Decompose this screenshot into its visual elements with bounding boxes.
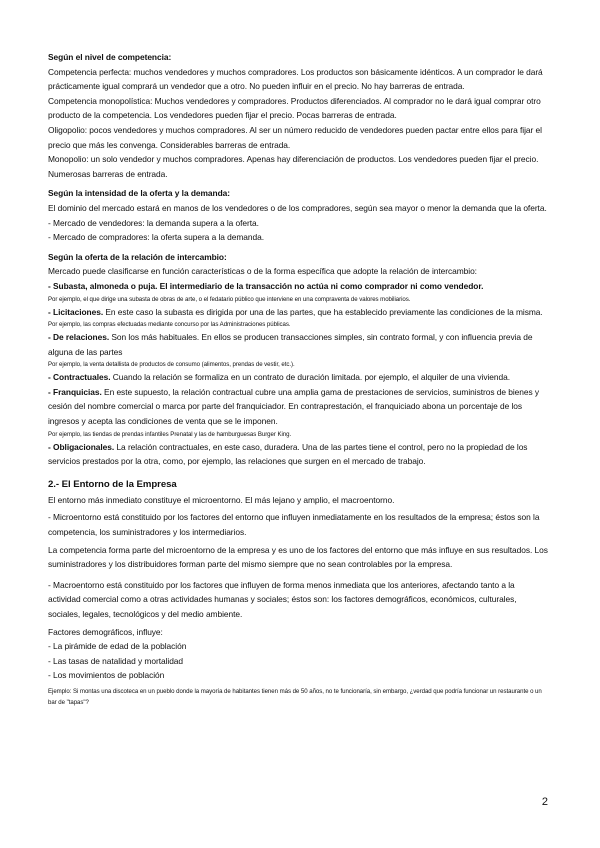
section-heading-competencia: Según el nivel de competencia: <box>48 52 172 62</box>
list-item-movimientos: - Los movimientos de población <box>48 670 165 681</box>
example-franquicias: Por ejemplo, las tiendas de prendas infantiles Prenatal y las de hamburguesas Burger King. <box>48 430 292 438</box>
paragraph-contractuales <box>48 370 548 385</box>
text-franquicias: En este supuesto, la relación contractual cubre una amplia gama de prestaciones de servicios, suministros de bienes y cesión del nombre comercial o marca por parte del franquiciador. En contraprestación, el franquiciado abona un porcentaje de los ingresos y acepta las condiciones de venta que se le imponen. <box>48 386 540 427</box>
paragraph-mercado-compradores: - Mercado de compradores: la oferta supera a la demanda. <box>48 232 265 243</box>
term-contractuales: - Contractuales. <box>48 372 111 383</box>
section-heading-oferta-demanda: Según la intensidad de la oferta y la demanda: <box>48 188 230 199</box>
paragraph-microentorno: - Microentorno está constituido por los factores del entorno que influyen inmediatamente en los resultados de la empresa; éstos son la competencia, los suministradores y los intermediarios. <box>48 512 540 538</box>
paragraph-competencia-monopolistica: Competencia monopolística: Muchos vendedores y compradores. Productos diferenciados. Al comprador no le dará igual comprar otro producto de la competencia. Los vendedores pueden fijar el precio. Pocas barreras de entrada. <box>48 95 541 121</box>
text-obligacionales: La relación contractuales, en este caso, duradera. Una de las partes tiene el control, pero no la propiedad de los servicios prestados por la otra, como, por ejemplo, las relaciones que surgen en el mercado de trabajo. <box>48 441 528 467</box>
page-number: 2 <box>541 796 548 808</box>
example-licitaciones: Por ejemplo, las compras efectuadas mediante concurso por las Administraciones públicas. <box>48 321 291 329</box>
paragraph-mercado-vendedores: - Mercado de vendedores: la demanda supera a la oferta. <box>48 217 259 228</box>
paragraph-licitaciones <box>48 305 548 320</box>
list-item-piramide: - La pirámide de edad de la población <box>48 641 187 652</box>
term-obligacionales: - Obligacionales. <box>48 441 115 452</box>
paragraph-entorno-intro: El entorno más inmediato constituye el microentorno. El más lejano y amplio, el macroentorno. <box>48 494 395 505</box>
example-discoteca: Ejemplo: Si montas una discoteca en un pueblo donde la mayoría de habitantes tienen más de 50 años, no te funcionaría, sin embargo, ¿verdad que podría funcionar un restaurante o un bar de "tapas"? <box>48 687 542 706</box>
paragraph-competencia-perfecta: Competencia perfecta: muchos vendedores y muchos compradores. Los productos son básicamente idénticos. A un comprador le dará prácticamente igual comprará un vendedor que a otro. No pueden influir en el precio. No hay barreras de entrada. <box>48 66 543 92</box>
term-licitaciones: - Licitaciones. <box>48 306 104 317</box>
paragraph-competencia-microentorno: La competencia forma parte del microentorno de la empresa y es uno de los factores del entorno que más influye en sus resultados. Los suministradores y los distribuidores forman parte del mismo siempre que no sean controlables por la empresa. <box>48 544 548 570</box>
example-subasta: Por ejemplo, el que dirige una subasta de obras de arte, o el fedatario público que interviene en una compraventa de valores mobiliarios. <box>48 295 411 303</box>
term-relaciones: - De relaciones. <box>48 332 110 343</box>
paragraph-intercambio-intro: Mercado puede clasificarse en función características o de la forma específica que adopte la relación de intercambio: <box>48 266 477 277</box>
paragraph-relaciones <box>48 330 548 359</box>
list-item-tasas: - Las tasas de natalidad y mortalidad <box>48 655 184 666</box>
paragraph-factores-demograficos: Factores demográficos, influye: <box>48 626 163 637</box>
paragraph-dominio-mercado: El dominio del mercado estará en manos de los vendedores o de los compradores, según sea mayor o menor la demanda que la oferta. <box>48 202 547 213</box>
text-relaciones: Son los más habituales. En ellos se producen transacciones simples, sin contrato formal, y con influencia previa de alguna de las partes <box>48 332 533 357</box>
section-title-entorno: 2.- El Entorno de la Empresa <box>48 478 177 490</box>
text-licitaciones: En este caso la subasta es dirigida por una de las partes, que ha establecido previamente las condiciones de la misma. <box>103 306 543 317</box>
term-franquicias: - Franquicias. <box>48 386 102 397</box>
section-heading-intercambio: Según la oferta de la relación de intercambio: <box>48 251 227 262</box>
paragraph-macroentorno: - Macroentorno está constituido por los factores que influyen de forma menos inmediata que los anteriores, afectando tanto a la actividad comercial como a otras actividades humanas y sociales; éstos son: los factores demográficos, económicos, culturales, sociales, legales, tecnológicos y del medio ambiente. <box>48 579 517 619</box>
paragraph-oligopolio: Oligopolio: pocos vendedores y muchos compradores. Al ser un número reducido de vendedores pueden pactar entre ellos para fijar el precio que más les convenga. Considerables barreras de entrada. <box>48 124 542 150</box>
example-relaciones: Por ejemplo, la venta detallista de productos de consumo (alimentos, prendas de vestir, etc.). <box>48 361 295 369</box>
paragraph-franquicias <box>48 385 548 429</box>
paragraph-subasta: - Subasta, almoneda o puja. El intermediario de la transacción no actúa ni como comprador ni como vendedor. <box>48 280 484 291</box>
paragraph-obligacionales <box>48 440 548 469</box>
paragraph-monopolio: Monopolio: un solo vendedor y muchos compradores. Apenas hay diferenciación de productos. Los vendedores pueden fijar el precio. Numerosas barreras de entrada. <box>48 154 539 179</box>
document-body <box>48 50 548 708</box>
text-contractuales: Cuando la relación se formaliza en un contrato de duración limitada. por ejemplo, el alquiler de una vivienda. <box>110 372 510 383</box>
